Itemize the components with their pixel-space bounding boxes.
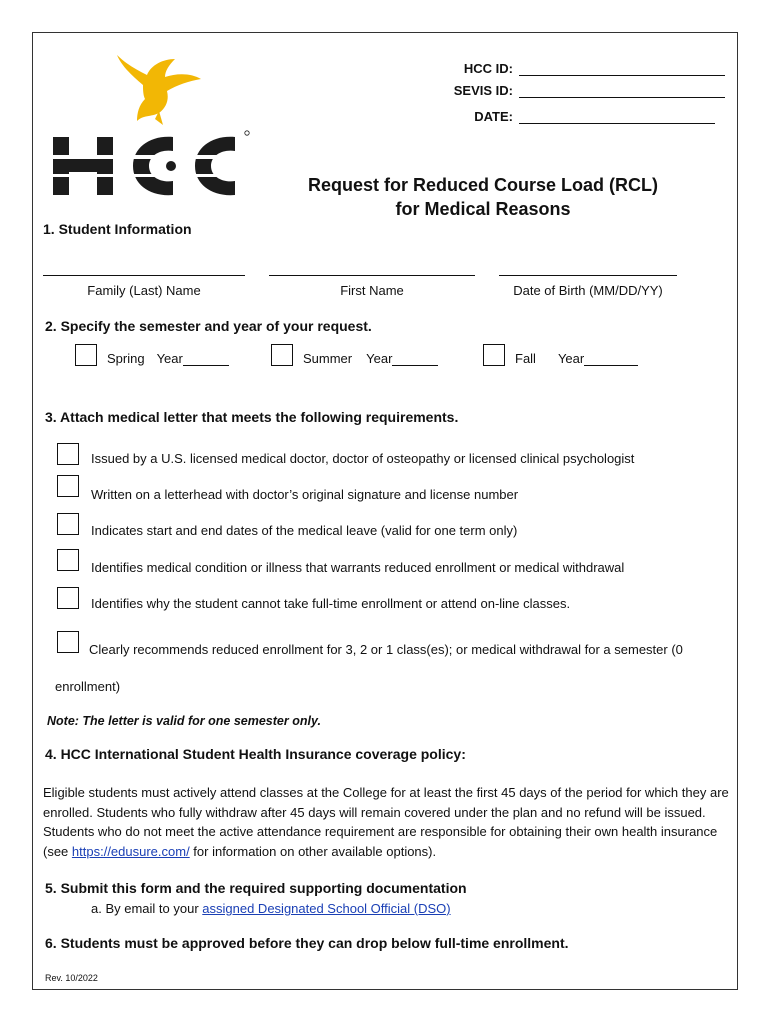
section4-heading: 4. HCC International Student Health Insurance coverage policy:	[45, 746, 466, 762]
spring-year-field[interactable]	[183, 352, 229, 366]
fall-year-field[interactable]	[584, 352, 638, 366]
revision-label: Rev. 10/2022	[45, 973, 98, 983]
hcc-logo	[51, 55, 251, 205]
summer-year-label: Year	[366, 351, 393, 366]
edusure-link[interactable]: https://edusure.com/	[71, 843, 190, 859]
form-title	[243, 173, 723, 221]
req-text-2: Written on a letterhead with doctor’s original signature and license number	[91, 487, 519, 502]
req-text-6: Clearly recommends reduced enrollment for 3, 2 or 1 class(es); or medical withdrawal for a semester (0	[89, 642, 683, 657]
last-name-field[interactable]	[43, 275, 245, 276]
summer-option	[271, 344, 438, 366]
req-checkbox-6[interactable]	[57, 631, 79, 653]
spring-option	[75, 344, 229, 366]
section5-heading: 5. Submit this form and the required supporting documentation	[45, 880, 467, 896]
email-instruction: a. By email to your	[91, 901, 203, 916]
section6-heading: 6. Students must be approved before they can drop below full-time enrollment.	[45, 935, 569, 951]
req-text-1: Issued by a U.S. licensed medical doctor, doctor of osteopathy or licensed clinical psychologist	[91, 451, 635, 466]
section2-heading: 2. Specify the semester and year of your request.	[45, 318, 372, 334]
hcc-id-label: HCC ID:	[463, 61, 513, 76]
eagle-icon	[51, 55, 251, 205]
date-field[interactable]	[519, 110, 715, 124]
fall-checkbox[interactable]	[483, 344, 505, 366]
sevis-id-label: SEVIS ID:	[453, 83, 513, 98]
hcc-id-field[interactable]	[519, 62, 725, 76]
first-name-caption: First Name	[340, 283, 404, 298]
section3-heading: 3. Attach medical letter that meets the following requirements.	[45, 409, 459, 425]
spring-label: Spring	[107, 351, 145, 366]
fall-year-label: Year	[557, 351, 585, 366]
req-text-3: Indicates start and end dates of the medical leave (valid for one term only)	[91, 523, 518, 538]
req-text-6-continuation: enrollment)	[55, 679, 121, 694]
req-checkbox-2[interactable]	[57, 475, 79, 497]
title-line-2: for Medical Reasons	[395, 199, 571, 219]
note-text: Note: The letter is valid for one semester only.	[47, 714, 321, 728]
spring-year-label: Year	[156, 351, 183, 366]
title-line-1: Request for Reduced Course Load (RCL)	[307, 175, 659, 195]
insurance-text: Eligible students must actively attend classes at the College for at least the first 45 days of the period for which they are enrolled. Students who fully withdraw after 45 days will remain covered under the plan and no refund will be issued. Students who do not meet the active attendance requirement are responsible for obtaining their own health insurance (see	[43, 785, 729, 859]
spring-checkbox[interactable]	[75, 344, 97, 366]
insurance-text-end: for information on other available options).	[189, 843, 437, 859]
req-text-5: Identifies why the student cannot take full-time enrollment or attend on-line classes.	[91, 596, 571, 611]
first-name-field[interactable]	[269, 275, 475, 276]
dob-caption: Date of Birth (MM/DD/YY)	[513, 283, 663, 298]
dob-field[interactable]	[499, 275, 677, 276]
date-label: DATE:	[474, 109, 513, 124]
req-checkbox-5[interactable]	[57, 587, 79, 609]
req-checkbox-3[interactable]	[57, 513, 79, 535]
fall-option	[483, 344, 638, 366]
insurance-paragraph	[43, 783, 733, 861]
dso-link[interactable]: assigned Designated School Official (DSO)	[202, 901, 451, 916]
form-page	[32, 32, 738, 990]
req-checkbox-4[interactable]	[57, 549, 79, 571]
fall-label: Fall	[515, 351, 536, 366]
sevis-id-field[interactable]	[519, 84, 725, 98]
summer-label: Summer	[303, 351, 353, 366]
summer-checkbox[interactable]	[271, 344, 293, 366]
summer-year-field[interactable]	[392, 352, 438, 366]
last-name-caption: Family (Last) Name	[87, 283, 201, 298]
req-text-4: Identifies medical condition or illness that warrants reduced enrollment or medical withdrawal	[91, 560, 625, 575]
section5-item-a	[91, 901, 451, 916]
section1-heading: 1. Student Information	[43, 221, 192, 237]
req-checkbox-1[interactable]	[57, 443, 79, 465]
